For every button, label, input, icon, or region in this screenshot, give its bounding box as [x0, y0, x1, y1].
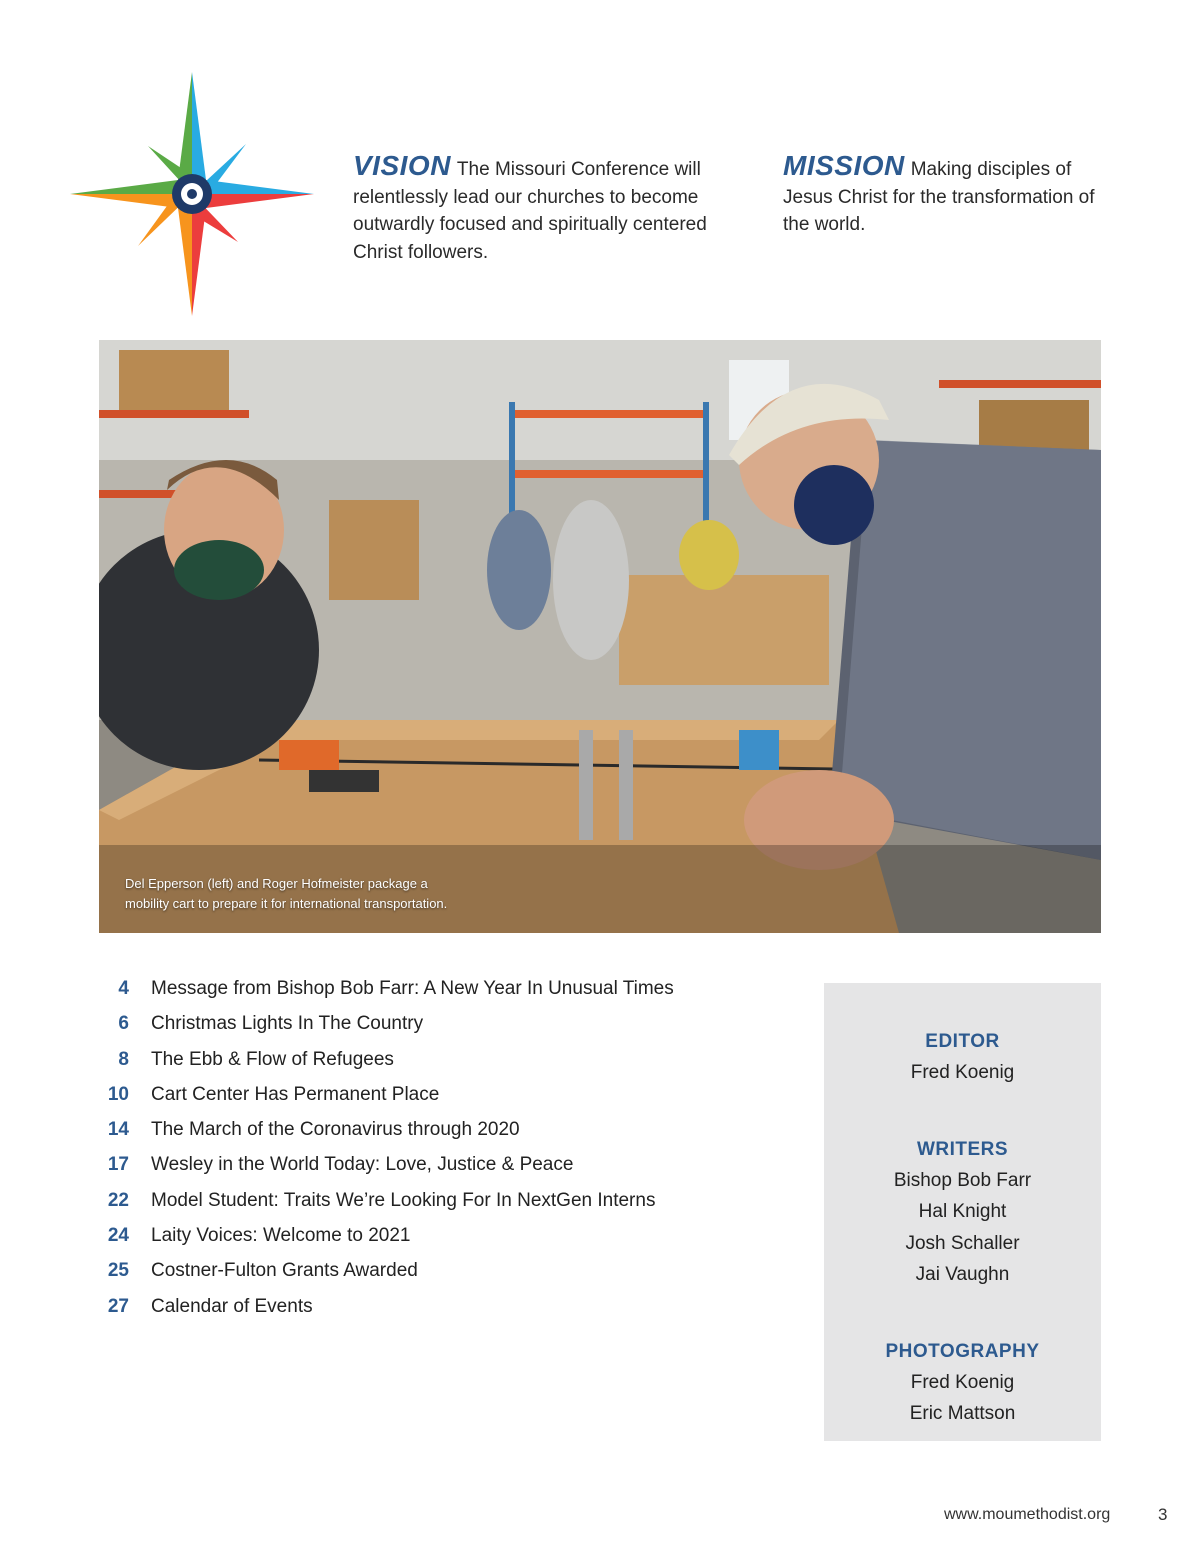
- toc-item[interactable]: [99, 1225, 739, 1260]
- toc-item[interactable]: [99, 1296, 739, 1331]
- toc-item[interactable]: [99, 1154, 739, 1189]
- toc-item[interactable]: [99, 1013, 739, 1048]
- toc-page-number: 27: [107, 1295, 129, 1317]
- editor-heading: EDITOR: [925, 1031, 1000, 1052]
- toc-title: Costner-Fulton Grants Awarded: [151, 1260, 418, 1282]
- writer-name: Hal Knight: [918, 1201, 1007, 1222]
- toc-page-number: 8: [118, 1048, 129, 1070]
- mission-text: Making disciples of Jesus Christ for the transformation of the world.: [783, 159, 1095, 235]
- toc-page-number: 24: [107, 1225, 129, 1247]
- photography-heading: PHOTOGRAPHY: [885, 1340, 1040, 1362]
- writer-name: Josh Schaller: [905, 1232, 1020, 1254]
- caption-line-2: mobility cart to prepare it for international transportation.: [125, 896, 448, 911]
- toc-page-number: 4: [118, 978, 129, 999]
- toc-page-number: 6: [118, 1013, 129, 1035]
- mission-label: MISSION: [783, 150, 905, 181]
- toc-title: Cart Center Has Permanent Place: [151, 1083, 440, 1105]
- toc-item[interactable]: [99, 1084, 739, 1119]
- writer-name: Jai Vaughn: [915, 1264, 1010, 1285]
- photographer-name: Fred Koenig: [910, 1371, 1015, 1393]
- compass-star-logo: [68, 70, 318, 320]
- toc-title: Wesley in the World Today: Love, Justice & Peace: [151, 1154, 574, 1176]
- credits-box: [824, 983, 1101, 1441]
- warehouse-photo-illustration: [99, 340, 1101, 933]
- toc-item[interactable]: [99, 1260, 739, 1295]
- toc-title: The March of the Coronavirus through 2020: [151, 1119, 520, 1141]
- toc-title: Message from Bishop Bob Farr: A New Year In Unusual Times: [151, 978, 674, 999]
- writer-name: Bishop Bob Farr: [893, 1169, 1032, 1191]
- toc-item[interactable]: [99, 1119, 739, 1154]
- footer-url[interactable]: www.moumethodist.org: [944, 1506, 1111, 1523]
- mission-statement: [783, 152, 1113, 239]
- toc-item[interactable]: [99, 978, 739, 1013]
- photo-caption: [125, 874, 545, 914]
- feature-photo: [99, 340, 1101, 933]
- editor-name: Fred Koenig: [910, 1062, 1015, 1083]
- toc-page-number: 25: [107, 1260, 129, 1282]
- page-number: 3: [1158, 1505, 1168, 1524]
- toc-title: Model Student: Traits We’re Looking For In NextGen Interns: [151, 1189, 656, 1211]
- toc-page-number: 14: [107, 1119, 129, 1141]
- toc-title: Christmas Lights In The Country: [151, 1013, 424, 1035]
- photographer-name: Eric Mattson: [909, 1403, 1016, 1424]
- vision-statement: [353, 152, 733, 266]
- vision-label: VISION: [353, 150, 451, 181]
- toc-title: Laity Voices: Welcome to 2021: [151, 1225, 411, 1247]
- writers-heading: WRITERS: [916, 1138, 1009, 1160]
- table-of-contents: [99, 978, 739, 1331]
- toc-page-number: 22: [107, 1189, 129, 1211]
- toc-item[interactable]: [99, 1049, 739, 1084]
- toc-page-number: 17: [107, 1154, 129, 1176]
- toc-item[interactable]: [99, 1190, 739, 1225]
- toc-title: The Ebb & Flow of Refugees: [151, 1048, 394, 1070]
- toc-title: Calendar of Events: [151, 1295, 313, 1317]
- toc-page-number: 10: [107, 1083, 129, 1105]
- caption-line-1: Del Epperson (left) and Roger Hofmeister package a: [125, 876, 428, 891]
- vision-text: The Missouri Conference will relentlessly lead our churches to become outwardly focused and spiritually centered Christ followers.: [353, 159, 707, 263]
